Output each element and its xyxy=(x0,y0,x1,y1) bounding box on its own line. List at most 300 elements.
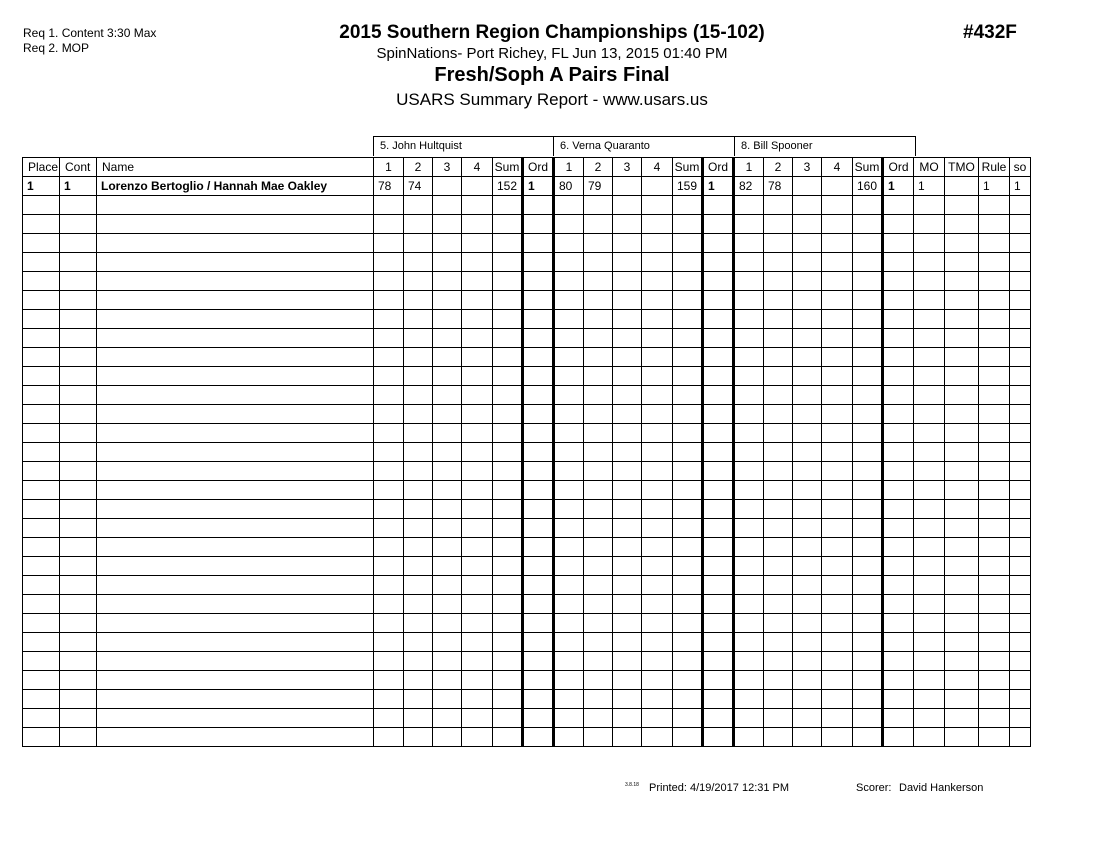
empty-cell xyxy=(613,519,642,538)
row-j2-sum: 159 xyxy=(673,177,703,196)
empty-cell xyxy=(462,538,493,557)
empty-cell xyxy=(764,367,793,386)
empty-cell xyxy=(764,329,793,348)
empty-cell xyxy=(793,272,822,291)
empty-cell xyxy=(822,253,853,272)
empty-cell xyxy=(764,310,793,329)
table-row xyxy=(23,519,1031,538)
empty-cell xyxy=(97,519,374,538)
empty-cell xyxy=(1010,215,1031,234)
empty-cell xyxy=(433,367,462,386)
empty-cell xyxy=(374,690,404,709)
empty-cell xyxy=(853,690,883,709)
empty-cell xyxy=(1010,500,1031,519)
empty-cell xyxy=(613,443,642,462)
empty-cell xyxy=(853,652,883,671)
empty-cell xyxy=(914,272,945,291)
event-number: #432F xyxy=(963,22,1017,43)
empty-cell xyxy=(60,234,97,253)
empty-cell xyxy=(433,291,462,310)
empty-cell xyxy=(883,614,914,633)
empty-cell xyxy=(642,329,673,348)
empty-cell xyxy=(374,557,404,576)
empty-cell xyxy=(374,500,404,519)
empty-cell xyxy=(97,538,374,557)
empty-cell xyxy=(493,709,523,728)
empty-cell xyxy=(642,595,673,614)
empty-cell xyxy=(1010,443,1031,462)
empty-cell xyxy=(584,500,613,519)
empty-cell xyxy=(60,633,97,652)
empty-cell xyxy=(703,633,734,652)
empty-cell xyxy=(734,310,764,329)
report-title: USARS Summary Report - www.usars.us xyxy=(396,90,708,109)
empty-cell xyxy=(554,291,584,310)
col-so: so xyxy=(1010,158,1031,177)
empty-cell xyxy=(979,462,1010,481)
empty-cell xyxy=(613,253,642,272)
empty-cell xyxy=(945,329,979,348)
empty-cell xyxy=(374,310,404,329)
empty-cell xyxy=(97,367,374,386)
table-row xyxy=(23,329,1031,348)
empty-cell xyxy=(493,253,523,272)
table-row xyxy=(23,405,1031,424)
empty-cell xyxy=(853,291,883,310)
scorer-name: David Hankerson xyxy=(899,782,984,794)
event-title: Fresh/Soph A Pairs Final xyxy=(434,64,670,86)
empty-cell xyxy=(642,462,673,481)
empty-cell xyxy=(793,367,822,386)
empty-cell xyxy=(374,405,404,424)
row-name: Lorenzo Bertoglio / Hannah Mae Oakley xyxy=(97,177,374,196)
empty-cell xyxy=(853,272,883,291)
empty-cell xyxy=(433,481,462,500)
row-rule: 1 xyxy=(979,177,1010,196)
empty-cell xyxy=(914,538,945,557)
table-row xyxy=(23,614,1031,633)
empty-cell xyxy=(523,272,554,291)
empty-cell xyxy=(764,348,793,367)
empty-cell xyxy=(97,500,374,519)
empty-cell xyxy=(764,405,793,424)
empty-cell xyxy=(979,519,1010,538)
empty-cell xyxy=(523,196,554,215)
empty-cell xyxy=(979,196,1010,215)
empty-cell xyxy=(673,728,703,747)
empty-cell xyxy=(97,329,374,348)
empty-cell xyxy=(493,443,523,462)
empty-cell xyxy=(523,329,554,348)
empty-cell xyxy=(554,538,584,557)
empty-cell xyxy=(853,538,883,557)
empty-cell xyxy=(793,633,822,652)
version-mark: 3.8.18 xyxy=(625,782,639,788)
empty-cell xyxy=(23,424,60,443)
empty-cell xyxy=(23,253,60,272)
empty-cell xyxy=(853,253,883,272)
requirement-2: Req 2. MOP xyxy=(23,41,90,55)
empty-cell xyxy=(914,424,945,443)
empty-cell xyxy=(60,709,97,728)
empty-cell xyxy=(584,367,613,386)
empty-cell xyxy=(433,405,462,424)
empty-cell xyxy=(584,424,613,443)
empty-cell xyxy=(584,538,613,557)
empty-cell xyxy=(23,386,60,405)
empty-cell xyxy=(613,329,642,348)
empty-cell xyxy=(404,690,433,709)
empty-cell xyxy=(523,234,554,253)
empty-cell xyxy=(883,557,914,576)
table-row xyxy=(23,538,1031,557)
empty-cell xyxy=(584,215,613,234)
empty-cell xyxy=(462,196,493,215)
empty-cell xyxy=(23,652,60,671)
empty-cell xyxy=(703,291,734,310)
empty-cell xyxy=(493,633,523,652)
empty-cell xyxy=(1010,576,1031,595)
empty-cell xyxy=(764,709,793,728)
empty-cell xyxy=(404,595,433,614)
empty-cell xyxy=(793,310,822,329)
empty-cell xyxy=(462,671,493,690)
empty-cell xyxy=(764,633,793,652)
empty-cell xyxy=(462,614,493,633)
empty-cell xyxy=(374,462,404,481)
empty-cell xyxy=(883,424,914,443)
empty-cell xyxy=(883,405,914,424)
empty-cell xyxy=(97,386,374,405)
empty-cell xyxy=(60,519,97,538)
empty-cell xyxy=(734,462,764,481)
empty-cell xyxy=(764,215,793,234)
table-row xyxy=(23,576,1031,595)
empty-cell xyxy=(433,386,462,405)
empty-cell xyxy=(734,424,764,443)
empty-cell xyxy=(979,557,1010,576)
empty-cell xyxy=(493,329,523,348)
empty-cell xyxy=(822,576,853,595)
empty-cell xyxy=(554,234,584,253)
empty-cell xyxy=(374,671,404,690)
empty-cell xyxy=(1010,595,1031,614)
empty-cell xyxy=(673,652,703,671)
row-j2-s3 xyxy=(613,177,642,196)
empty-cell xyxy=(554,633,584,652)
empty-cell xyxy=(673,538,703,557)
empty-cell xyxy=(883,481,914,500)
empty-cell xyxy=(734,690,764,709)
empty-cell xyxy=(462,291,493,310)
empty-cell xyxy=(584,595,613,614)
empty-cell xyxy=(914,215,945,234)
empty-cell xyxy=(979,329,1010,348)
empty-cell xyxy=(914,652,945,671)
empty-cell xyxy=(734,348,764,367)
empty-cell xyxy=(97,481,374,500)
empty-cell xyxy=(374,424,404,443)
empty-cell xyxy=(462,652,493,671)
empty-cell xyxy=(462,557,493,576)
empty-cell xyxy=(60,272,97,291)
empty-cell xyxy=(523,348,554,367)
col-j3-2: 2 xyxy=(764,158,793,177)
empty-cell xyxy=(554,709,584,728)
scorer-label: Scorer: xyxy=(856,782,892,794)
table-row xyxy=(23,652,1031,671)
empty-cell xyxy=(23,481,60,500)
empty-cell xyxy=(462,690,493,709)
empty-cell xyxy=(462,728,493,747)
empty-cell xyxy=(97,424,374,443)
empty-cell xyxy=(703,614,734,633)
empty-cell xyxy=(703,329,734,348)
empty-cell xyxy=(97,272,374,291)
empty-cell xyxy=(703,500,734,519)
empty-cell xyxy=(404,462,433,481)
empty-cell xyxy=(462,253,493,272)
empty-cell xyxy=(979,576,1010,595)
empty-cell xyxy=(433,443,462,462)
empty-cell xyxy=(404,234,433,253)
empty-cell xyxy=(979,424,1010,443)
empty-cell xyxy=(642,386,673,405)
empty-cell xyxy=(97,709,374,728)
empty-cell xyxy=(822,614,853,633)
empty-cell xyxy=(822,595,853,614)
empty-cell xyxy=(374,576,404,595)
empty-cell xyxy=(979,614,1010,633)
empty-cell xyxy=(673,234,703,253)
empty-cell xyxy=(642,614,673,633)
empty-cell xyxy=(60,367,97,386)
empty-cell xyxy=(374,633,404,652)
empty-cell xyxy=(822,519,853,538)
empty-cell xyxy=(1010,671,1031,690)
empty-cell xyxy=(584,557,613,576)
empty-cell xyxy=(883,652,914,671)
col-j3-1: 1 xyxy=(734,158,764,177)
col-name: Name xyxy=(97,158,374,177)
empty-cell xyxy=(764,500,793,519)
empty-cell xyxy=(945,538,979,557)
empty-cell xyxy=(60,671,97,690)
empty-cell xyxy=(673,272,703,291)
empty-cell xyxy=(642,424,673,443)
empty-cell xyxy=(642,728,673,747)
col-j2-sum: Sum xyxy=(673,158,703,177)
empty-cell xyxy=(883,234,914,253)
empty-cell xyxy=(642,576,673,595)
empty-cell xyxy=(979,291,1010,310)
empty-cell xyxy=(673,671,703,690)
table-row xyxy=(23,367,1031,386)
empty-cell xyxy=(554,481,584,500)
empty-cell xyxy=(523,709,554,728)
empty-cell xyxy=(642,671,673,690)
empty-cell xyxy=(979,443,1010,462)
empty-cell xyxy=(584,576,613,595)
row-tmo xyxy=(945,177,979,196)
empty-cell xyxy=(793,481,822,500)
empty-cell xyxy=(764,272,793,291)
empty-cell xyxy=(1010,253,1031,272)
table-row xyxy=(23,728,1031,747)
empty-cell xyxy=(97,690,374,709)
empty-cell xyxy=(404,557,433,576)
empty-cell xyxy=(374,253,404,272)
empty-cell xyxy=(433,215,462,234)
empty-cell xyxy=(914,234,945,253)
empty-cell xyxy=(883,576,914,595)
empty-cell xyxy=(734,633,764,652)
row-j3-sum: 160 xyxy=(853,177,883,196)
empty-cell xyxy=(374,728,404,747)
empty-cell xyxy=(60,690,97,709)
empty-cell xyxy=(404,253,433,272)
empty-cell xyxy=(433,728,462,747)
empty-cell xyxy=(673,690,703,709)
empty-cell xyxy=(703,709,734,728)
empty-cell xyxy=(462,519,493,538)
empty-cell xyxy=(673,443,703,462)
empty-cell xyxy=(979,500,1010,519)
empty-cell xyxy=(883,291,914,310)
empty-cell xyxy=(554,367,584,386)
empty-cell xyxy=(883,253,914,272)
empty-cell xyxy=(523,595,554,614)
row-j2-s1: 80 xyxy=(554,177,584,196)
empty-cell xyxy=(883,690,914,709)
empty-cell xyxy=(642,215,673,234)
empty-cell xyxy=(23,690,60,709)
row-cont: 1 xyxy=(60,177,97,196)
empty-cell xyxy=(1010,405,1031,424)
empty-cell xyxy=(433,576,462,595)
empty-cell xyxy=(374,348,404,367)
empty-cell xyxy=(914,557,945,576)
empty-cell xyxy=(673,557,703,576)
empty-cell xyxy=(613,272,642,291)
empty-cell xyxy=(584,386,613,405)
empty-cell xyxy=(493,272,523,291)
empty-cell xyxy=(613,481,642,500)
empty-cell xyxy=(613,348,642,367)
empty-cell xyxy=(1010,652,1031,671)
empty-cell xyxy=(673,462,703,481)
empty-cell xyxy=(97,215,374,234)
empty-cell xyxy=(673,633,703,652)
empty-cell xyxy=(97,633,374,652)
empty-cell xyxy=(914,690,945,709)
empty-cell xyxy=(642,633,673,652)
empty-cell xyxy=(1010,481,1031,500)
empty-cell xyxy=(493,215,523,234)
empty-cell xyxy=(433,538,462,557)
empty-cell xyxy=(853,348,883,367)
empty-cell xyxy=(97,196,374,215)
empty-cell xyxy=(734,253,764,272)
row-j1-s2: 74 xyxy=(404,177,433,196)
empty-cell xyxy=(822,272,853,291)
empty-cell xyxy=(703,519,734,538)
row-j1-s4 xyxy=(462,177,493,196)
empty-cell xyxy=(523,310,554,329)
empty-cell xyxy=(883,500,914,519)
row-mo: 1 xyxy=(914,177,945,196)
empty-cell xyxy=(1010,519,1031,538)
empty-cell xyxy=(584,709,613,728)
empty-cell xyxy=(613,310,642,329)
empty-cell xyxy=(23,329,60,348)
table-row xyxy=(23,557,1031,576)
empty-cell xyxy=(60,310,97,329)
empty-cell xyxy=(554,557,584,576)
table-row xyxy=(23,177,1031,196)
empty-cell xyxy=(853,367,883,386)
empty-cell xyxy=(404,215,433,234)
empty-cell xyxy=(1010,728,1031,747)
empty-cell xyxy=(793,291,822,310)
empty-cell xyxy=(642,234,673,253)
empty-cell xyxy=(60,500,97,519)
empty-cell xyxy=(60,443,97,462)
empty-cell xyxy=(584,329,613,348)
empty-cell xyxy=(433,690,462,709)
empty-cell xyxy=(523,519,554,538)
empty-cell xyxy=(433,253,462,272)
empty-cell xyxy=(493,557,523,576)
empty-cell xyxy=(60,253,97,272)
empty-cell xyxy=(822,557,853,576)
empty-cell xyxy=(883,329,914,348)
empty-cell xyxy=(703,652,734,671)
empty-cell xyxy=(523,671,554,690)
table-row xyxy=(23,310,1031,329)
table-row xyxy=(23,215,1031,234)
empty-cell xyxy=(374,443,404,462)
empty-cell xyxy=(703,272,734,291)
empty-cell xyxy=(642,253,673,272)
empty-cell xyxy=(945,291,979,310)
row-j1-s3 xyxy=(433,177,462,196)
empty-cell xyxy=(703,386,734,405)
empty-cell xyxy=(433,614,462,633)
empty-cell xyxy=(642,690,673,709)
empty-cell xyxy=(822,386,853,405)
empty-cell xyxy=(822,443,853,462)
empty-cell xyxy=(979,709,1010,728)
empty-cell xyxy=(60,652,97,671)
empty-cell xyxy=(404,424,433,443)
empty-cell xyxy=(979,310,1010,329)
empty-cell xyxy=(462,481,493,500)
empty-cell xyxy=(642,709,673,728)
empty-cell xyxy=(1010,424,1031,443)
empty-cell xyxy=(673,500,703,519)
empty-cell xyxy=(764,462,793,481)
empty-cell xyxy=(979,367,1010,386)
empty-cell xyxy=(404,633,433,652)
empty-cell xyxy=(673,348,703,367)
empty-cell xyxy=(822,728,853,747)
empty-cell xyxy=(584,443,613,462)
empty-cell xyxy=(433,329,462,348)
table-row xyxy=(23,709,1031,728)
row-j2-s4 xyxy=(642,177,673,196)
empty-cell xyxy=(523,215,554,234)
